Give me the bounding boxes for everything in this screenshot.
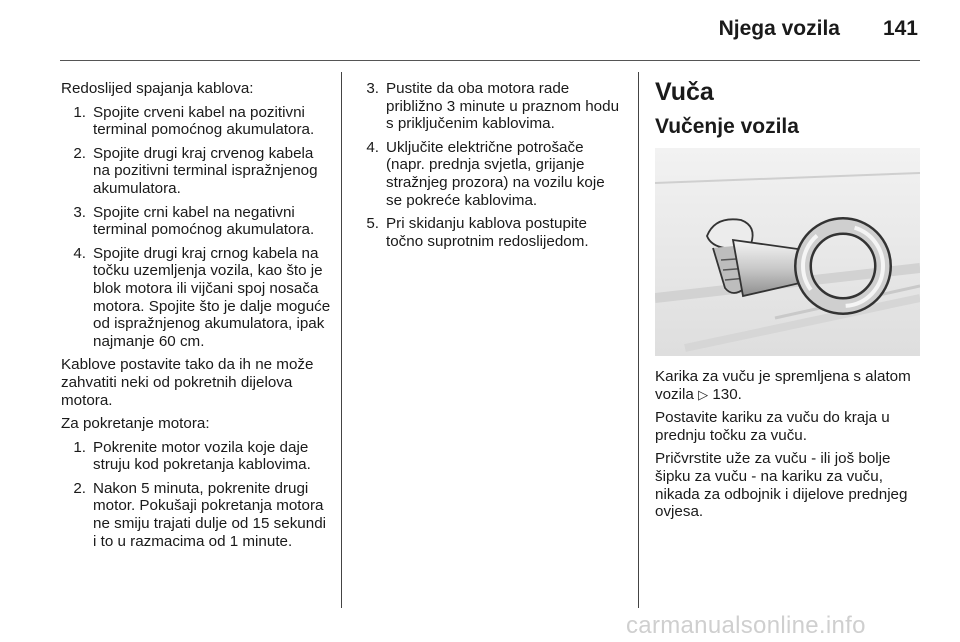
list-item: 2. Nakon 5 minuta, pokrenite drugi motor. Pokušaji pokretanja motora ne smiju trajati dulje od 15 sekundi i to u razmacima od 1 minute. (73, 479, 327, 550)
list-item: 5. Pri skidanju kablova postupite točno suprotnim redoslijedom. (366, 215, 589, 250)
page-header (0, 0, 960, 62)
towing-eye-install: Postavite kariku za vuču do kraja u prednju točku za vuču. (655, 409, 890, 444)
list-item: 3. Spojite crni kabel na negativni terminal pomoćnog akumulatora. (73, 203, 315, 239)
section-title: Njega vozila (718, 17, 840, 40)
list-item: 2. Spojite drugi kraj crvenog kabela na pozitivni terminal ispražnjenog akumulatora. (73, 144, 318, 197)
header-divider (60, 60, 920, 61)
list-item: 3. Pustite da oba motora rade približno 3 minute u praznom hodu s priključenim kablovima. (366, 80, 620, 133)
column-3 (655, 80, 925, 527)
cable-steps-list (68, 104, 331, 351)
watermark: carmanualsonline.info (626, 612, 866, 639)
start-steps-list (68, 439, 331, 551)
continued-steps-list (361, 80, 623, 250)
column-1 (61, 80, 331, 556)
page-number: 141 (882, 17, 918, 40)
list-item: 4. Spojite drugi kraj crnog kabela na točku uzemljenja vozila, kao što je blok motora ili vijčani spoj nosača motora. Spojite što je dalje moguće od ispražnjenog akumulatora, ipak najmanje 60 cm. (73, 244, 331, 350)
start-engine-intro: Za pokretanje motora: (61, 415, 210, 433)
towing-eye-storage: Karika za vuču je spremljena s alatom vozila ▷ 130. (655, 368, 911, 403)
page-reference[interactable]: 130. (712, 385, 742, 403)
subsection-heading: Vučenje vozila (655, 115, 799, 138)
column-divider-2 (638, 72, 639, 608)
towing-eye-icon (655, 148, 920, 356)
towing-rope-instruction: Pričvrstite uže za vuču - ili još bolje šipku za vuču - na kariku za vuču, nikada za odbojnik i dijelove prednjeg ovjesa. (655, 450, 908, 521)
cable-order-intro: Redoslijed spajanja kablova: (61, 80, 254, 97)
section-heading: Vuča (655, 78, 714, 106)
list-item: 1. Pokrenite motor vozila koje daje struju kod pokretanja kablovima. (73, 438, 311, 474)
cable-placement-note: Kablove postavite tako da ih ne može zahvatiti neki od pokretnih dijelova motora. (61, 356, 314, 409)
column-divider-1 (341, 72, 342, 608)
list-item: 4. Uključite električne potrošače (napr. prednja svjetla, grijanje stražnjeg prozora) na vozilu koje se pokreće kablovima. (366, 138, 605, 209)
page-reference-arrow-icon: ▷ (698, 386, 709, 402)
towing-eye-illustration (655, 148, 920, 356)
list-item: 1. Spojite crveni kabel na pozitivni terminal pomoćnog akumulatora. (73, 103, 315, 139)
column-2 (361, 80, 623, 256)
